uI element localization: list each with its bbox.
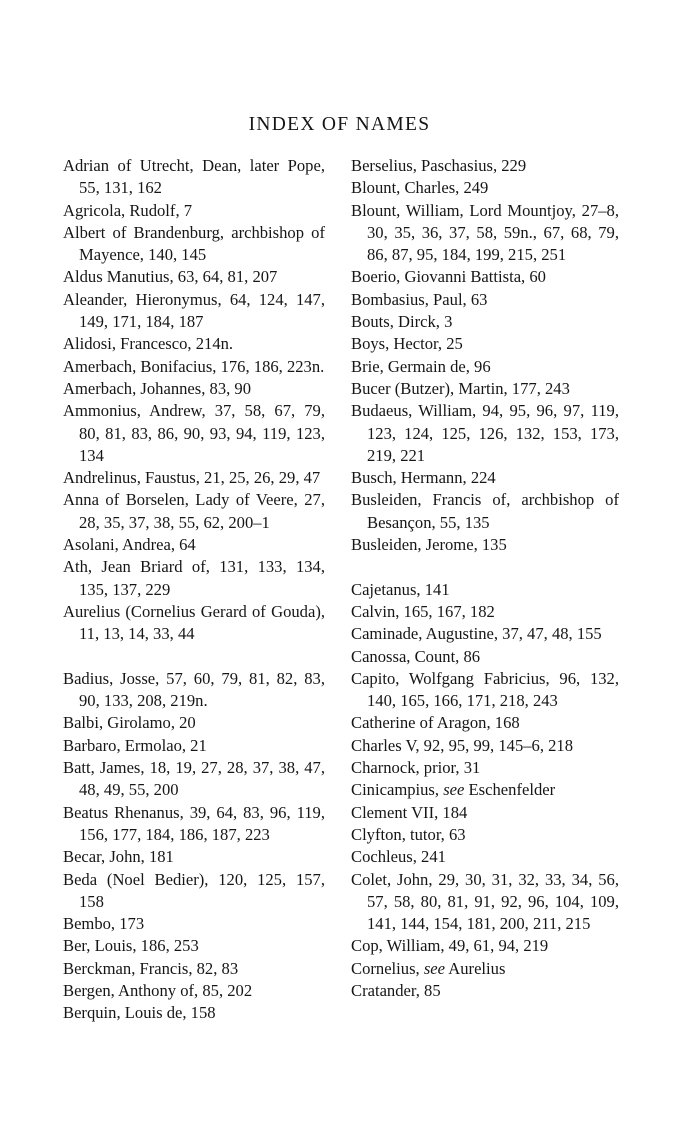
- index-entry: Bembo, 173: [63, 914, 145, 934]
- index-entry: Canossa, Count, 86: [351, 646, 481, 666]
- see-reference: see: [423, 958, 446, 978]
- letter-section-gap: [63, 646, 325, 668]
- index-entry: Bouts, Dirck, 3: [351, 312, 453, 332]
- index-entry: Cochleus, 241: [351, 847, 446, 867]
- index-entry: Catherine of Aragon, 168: [351, 713, 520, 733]
- index-entry: Albert of Brandenburg, archbishop of Mayence, 140, 145: [63, 222, 325, 265]
- index-entry: Boys, Hector, 25: [351, 334, 463, 354]
- index-entry: Balbi, Girolamo, 20: [63, 713, 196, 733]
- index-entry: Alidosi, Francesco, 214n.: [63, 334, 234, 354]
- right-column: [351, 155, 619, 1002]
- index-entry: Boerio, Giovanni Battista, 60: [351, 267, 546, 287]
- index-entry: Caminade, Augustine, 37, 47, 48, 155: [351, 624, 602, 644]
- index-entry: Charles V, 92, 95, 99, 145–6, 218: [351, 735, 574, 755]
- entry-name: Cinicampius,: [351, 780, 444, 800]
- cross-reference-target: Eschenfelder: [464, 780, 556, 800]
- index-entry: Barbaro, Ermolao, 21: [63, 735, 207, 755]
- index-entry: Amerbach, Johannes, 83, 90: [63, 378, 252, 398]
- index-entry: Asolani, Andrea, 64: [63, 535, 196, 555]
- index-entry: Cop, William, 49, 61, 94, 219: [351, 936, 549, 956]
- index-entry: Aleander, Hieronymus, 64, 124, 147, 149, 171, 184, 187: [63, 289, 325, 332]
- index-entry: Beda (Noel Bedier), 120, 125, 157, 158: [63, 869, 325, 911]
- index-entry: Budaeus, William, 94, 95, 96, 97, 119, 123, 124, 125, 126, 132, 153, 173, 219, 221: [351, 401, 619, 465]
- index-entry: Charnock, prior, 31: [351, 758, 481, 778]
- index-entry: Blount, William, Lord Mountjoy, 27–8, 30, 35, 36, 37, 58, 59n., 67, 68, 79, 86, 87, 95, 184, 199, 215, 251: [351, 200, 619, 265]
- entry-name: Cornelius,: [351, 958, 424, 978]
- index-entry: [351, 958, 619, 980]
- index-entry: Bucer (Butzer), Martin, 177, 243: [351, 378, 570, 398]
- index-entry: Adrian of Utrecht, Dean, later Pope, 55, 131, 162: [63, 156, 325, 198]
- index-entry: Busleiden, Francis of, archbishop of Besançon, 55, 135: [351, 490, 619, 532]
- index-entry: Bergen, Anthony of, 85, 202: [63, 980, 253, 1000]
- index-entry: Busch, Hermann, 224: [351, 468, 496, 488]
- index-entry: Ammonius, Andrew, 37, 58, 67, 79, 80, 81, 83, 86, 90, 93, 94, 119, 123, 134: [63, 401, 325, 465]
- index-entry: [351, 779, 619, 801]
- left-column: [63, 155, 325, 1025]
- index-entry: Berquin, Louis de, 158: [63, 1003, 216, 1023]
- index-entry: Blount, Charles, 249: [351, 178, 489, 198]
- index-entry: Bombasius, Paul, 63: [351, 289, 488, 309]
- index-entry: Colet, John, 29, 30, 31, 32, 33, 34, 56, 57, 58, 80, 81, 91, 92, 96, 104, 109, 141, 144, 154, 181, 200, 211, 215: [351, 869, 619, 934]
- index-entry: Cajetanus, 141: [351, 579, 450, 599]
- index-entry: Aurelius (Cornelius Gerard of Gouda), 11, 13, 14, 33, 44: [63, 601, 325, 644]
- index-entry: Clement VII, 184: [351, 802, 468, 822]
- index-entry: Berckman, Francis, 82, 83: [63, 958, 239, 978]
- index-entry: Anna of Borselen, Lady of Veere, 27, 28, 35, 37, 38, 55, 62, 200–1: [63, 490, 325, 532]
- index-entry: Amerbach, Bonifacius, 176, 186, 223n.: [63, 356, 325, 376]
- index-entry: Berselius, Paschasius, 229: [351, 156, 527, 175]
- index-entry: Beatus Rhenanus, 39, 64, 83, 96, 119, 156, 177, 184, 186, 187, 223: [63, 802, 325, 844]
- index-entry: Andrelinus, Faustus, 21, 25, 26, 29, 47: [63, 468, 321, 488]
- page-title: INDEX OF NAMES: [248, 114, 431, 135]
- index-entry: Brie, Germain de, 96: [351, 356, 491, 376]
- index-entry: Calvin, 165, 167, 182: [351, 601, 495, 621]
- index-entry: Capito, Wolfgang Fabricius, 96, 132, 140, 165, 166, 171, 218, 243: [351, 668, 619, 711]
- index-entry: Becar, John, 181: [63, 847, 174, 867]
- cross-reference-target: Aurelius: [445, 958, 506, 978]
- index-entry: Busleiden, Jerome, 135: [351, 535, 507, 555]
- index-entry: Cratander, 85: [351, 980, 441, 1000]
- index-entry: Clyfton, tutor, 63: [351, 824, 466, 844]
- see-reference: see: [443, 780, 465, 800]
- index-entry: Badius, Josse, 57, 60, 79, 81, 82, 83, 90, 133, 208, 219n.: [63, 668, 325, 711]
- letter-section-gap: [351, 556, 619, 578]
- index-entry: Agricola, Rudolf, 7: [63, 200, 193, 220]
- index-entry: Aldus Manutius, 63, 64, 81, 207: [63, 267, 278, 287]
- index-entry: Ber, Louis, 186, 253: [63, 936, 199, 956]
- index-entry: Ath, Jean Briard of, 131, 133, 134, 135, 137, 229: [63, 557, 325, 599]
- index-entry: Batt, James, 18, 19, 27, 28, 37, 38, 47, 48, 49, 55, 200: [63, 758, 325, 800]
